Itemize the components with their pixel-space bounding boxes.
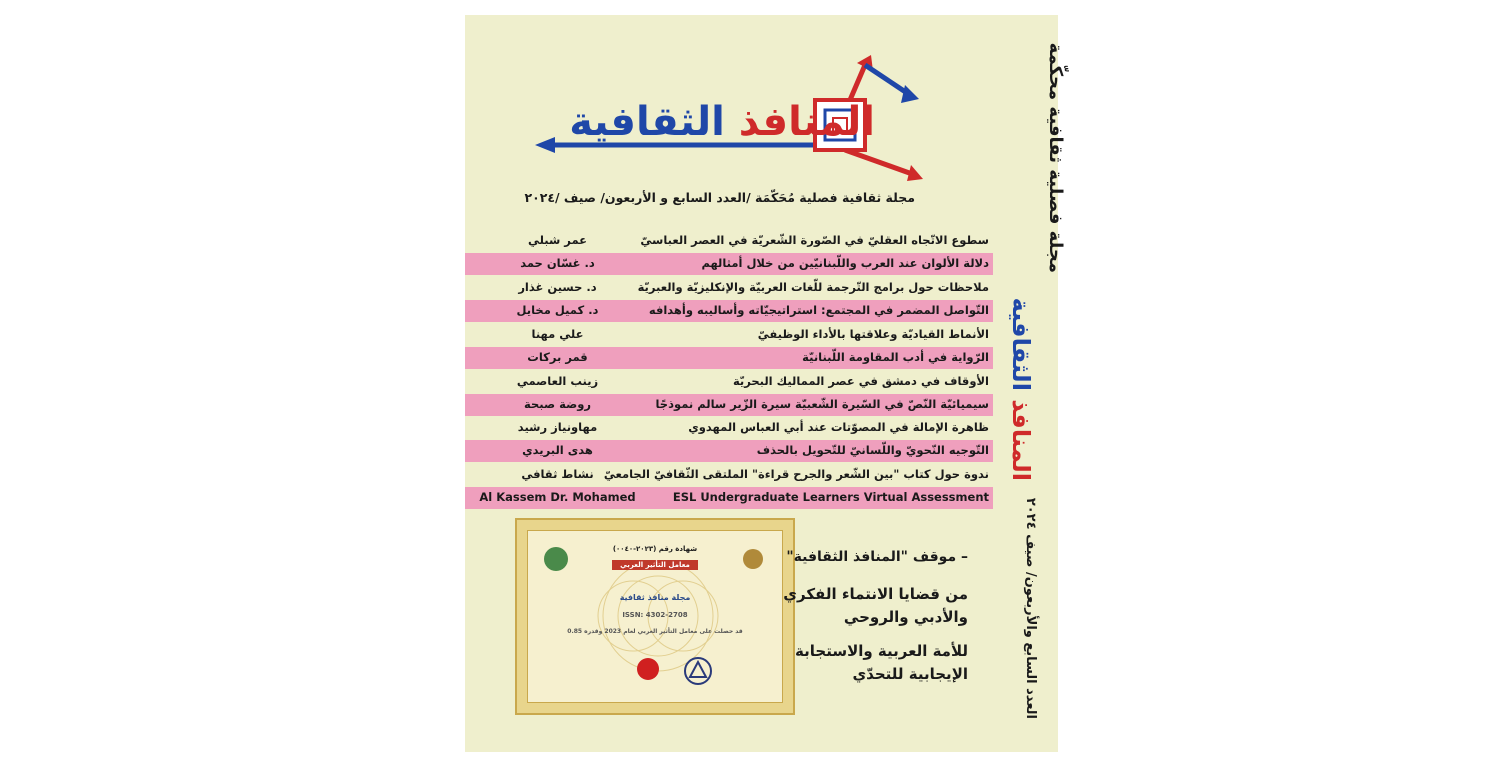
toc-row [465,440,993,462]
spine-logo [1001,297,1035,481]
toc-title: ظاهرة الإمالة في المصوّتات عند أبي العباس المهدوي [688,420,989,434]
toc-row [465,347,993,369]
toc-author: نشاط ثقافي [521,467,594,481]
spine-logo-word-1: المنافذ [1007,399,1035,481]
editorial-line: من قضايا الانتماء الفكري [783,585,968,603]
toc-row [465,300,993,322]
toc-row [465,371,993,393]
toc-author: د. غسّان حمد [520,256,595,270]
toc-title: الأوقاف في دمشق في عصر المماليك البحريّة [732,374,989,388]
certificate-frame [527,530,783,703]
toc-row [465,394,993,416]
toc-title: ESL Undergraduate Learners Virtual Assessment [672,490,989,504]
editorial-line: والأدبي والروحي [843,608,968,626]
toc-author: علي مهنا [531,327,584,341]
toc-title: دلالة الألوان عند العرب واللّبنانيّين من خلال أمثالهم [701,256,989,270]
editorial-heading: – موقف "المنافذ الثقافية" [786,549,968,565]
toc-row [465,253,993,275]
certificate-heading [528,561,782,569]
spine-issue: العدد السابع والأربعون/ صيف ٢٠٢٤ [1023,497,1038,719]
certificate-journal: مجلة منافذ ثقافية [619,593,691,602]
toc-author: قمر بركات [527,350,588,364]
toc-author: د. حسين غذار [518,280,597,294]
logo-word-2: الثقافية [569,99,725,145]
toc-title: ملاحظات حول برامج التّرجمة للّغات العربيّة والإنكليزيّة والعبريّة [637,280,989,294]
magazine-logo [515,55,925,185]
toc-title: الأنماط القياديّة وعلاقتها بالأداء الوظيفيّ [757,327,989,341]
editorial-line: للأمة العربية والاستجابة [795,642,968,660]
toc-author: مهاونياز رشيد [517,420,598,434]
certificate-heading-label: معامل التأثير العربي [612,560,698,570]
toc-author: د. كميل مخايل [516,303,599,317]
certificate-issn: ISSN: 4302-2708 [622,611,688,619]
toc-row [465,324,993,346]
toc-row [465,487,993,509]
toc-row [465,464,993,486]
toc-title: الرّواية في أدب المقاومة اللّبنانيّة [802,350,989,364]
certificate-number: شهادة رقم (٢٠٢٣-٠٠٤٠) [612,545,698,553]
editorial-line: الإيجابية للتحدّي [852,665,968,683]
toc-author: هدى البريدي [522,443,593,457]
toc-author: Al Kassem Dr. Mohamed [479,490,636,504]
logo-word-1: المنافذ [738,99,875,145]
toc-title: التّوجيه النّحويّ واللّسانيّ للتّحويل بالحذف [756,443,989,457]
impact-factor-certificate [515,518,795,715]
logo-title [569,99,875,145]
toc-title: التّواصل المضمر في المجتمع: استراتيجيّاته وأساليبه وأهدافه [648,303,989,317]
toc-row [465,230,993,252]
spine-logo-word-2: الثقافية [1007,297,1035,391]
toc-row [465,277,993,299]
toc-author: عمر شبلي [527,233,588,247]
toc-title: ندوة حول كتاب "بين الشّعر والجرح قراءة" الملتقى الثّقافيّ الجامعيّ [603,467,989,481]
toc-title: سطوع الاتّجاه العقليّ في الصّورة الشّعريّة في العصر العباسيّ [640,233,989,247]
magazine-cover [465,15,1066,752]
spine-tagline: مجلة فصلية ثقافية محكّمة [1045,42,1066,273]
toc-author: روضة صبحة [524,397,591,411]
toc-row [465,417,993,439]
toc-author: زينب العاصمي [516,374,599,388]
toc-title: سيميائيّة النّصّ في السّيرة الشّعبيّة سيرة الزّير سالم نموذجًا [655,397,989,411]
issue-subtitle: مجلة ثقافية فصلية مُحَكّمَة /العدد السابع و الأربعون/ صيف /٢٠٢٤ [524,190,915,205]
certificate-statement: قد حصلت على معامل التأثير العربي لعام 2023 وقدره 0.85 [567,628,743,635]
